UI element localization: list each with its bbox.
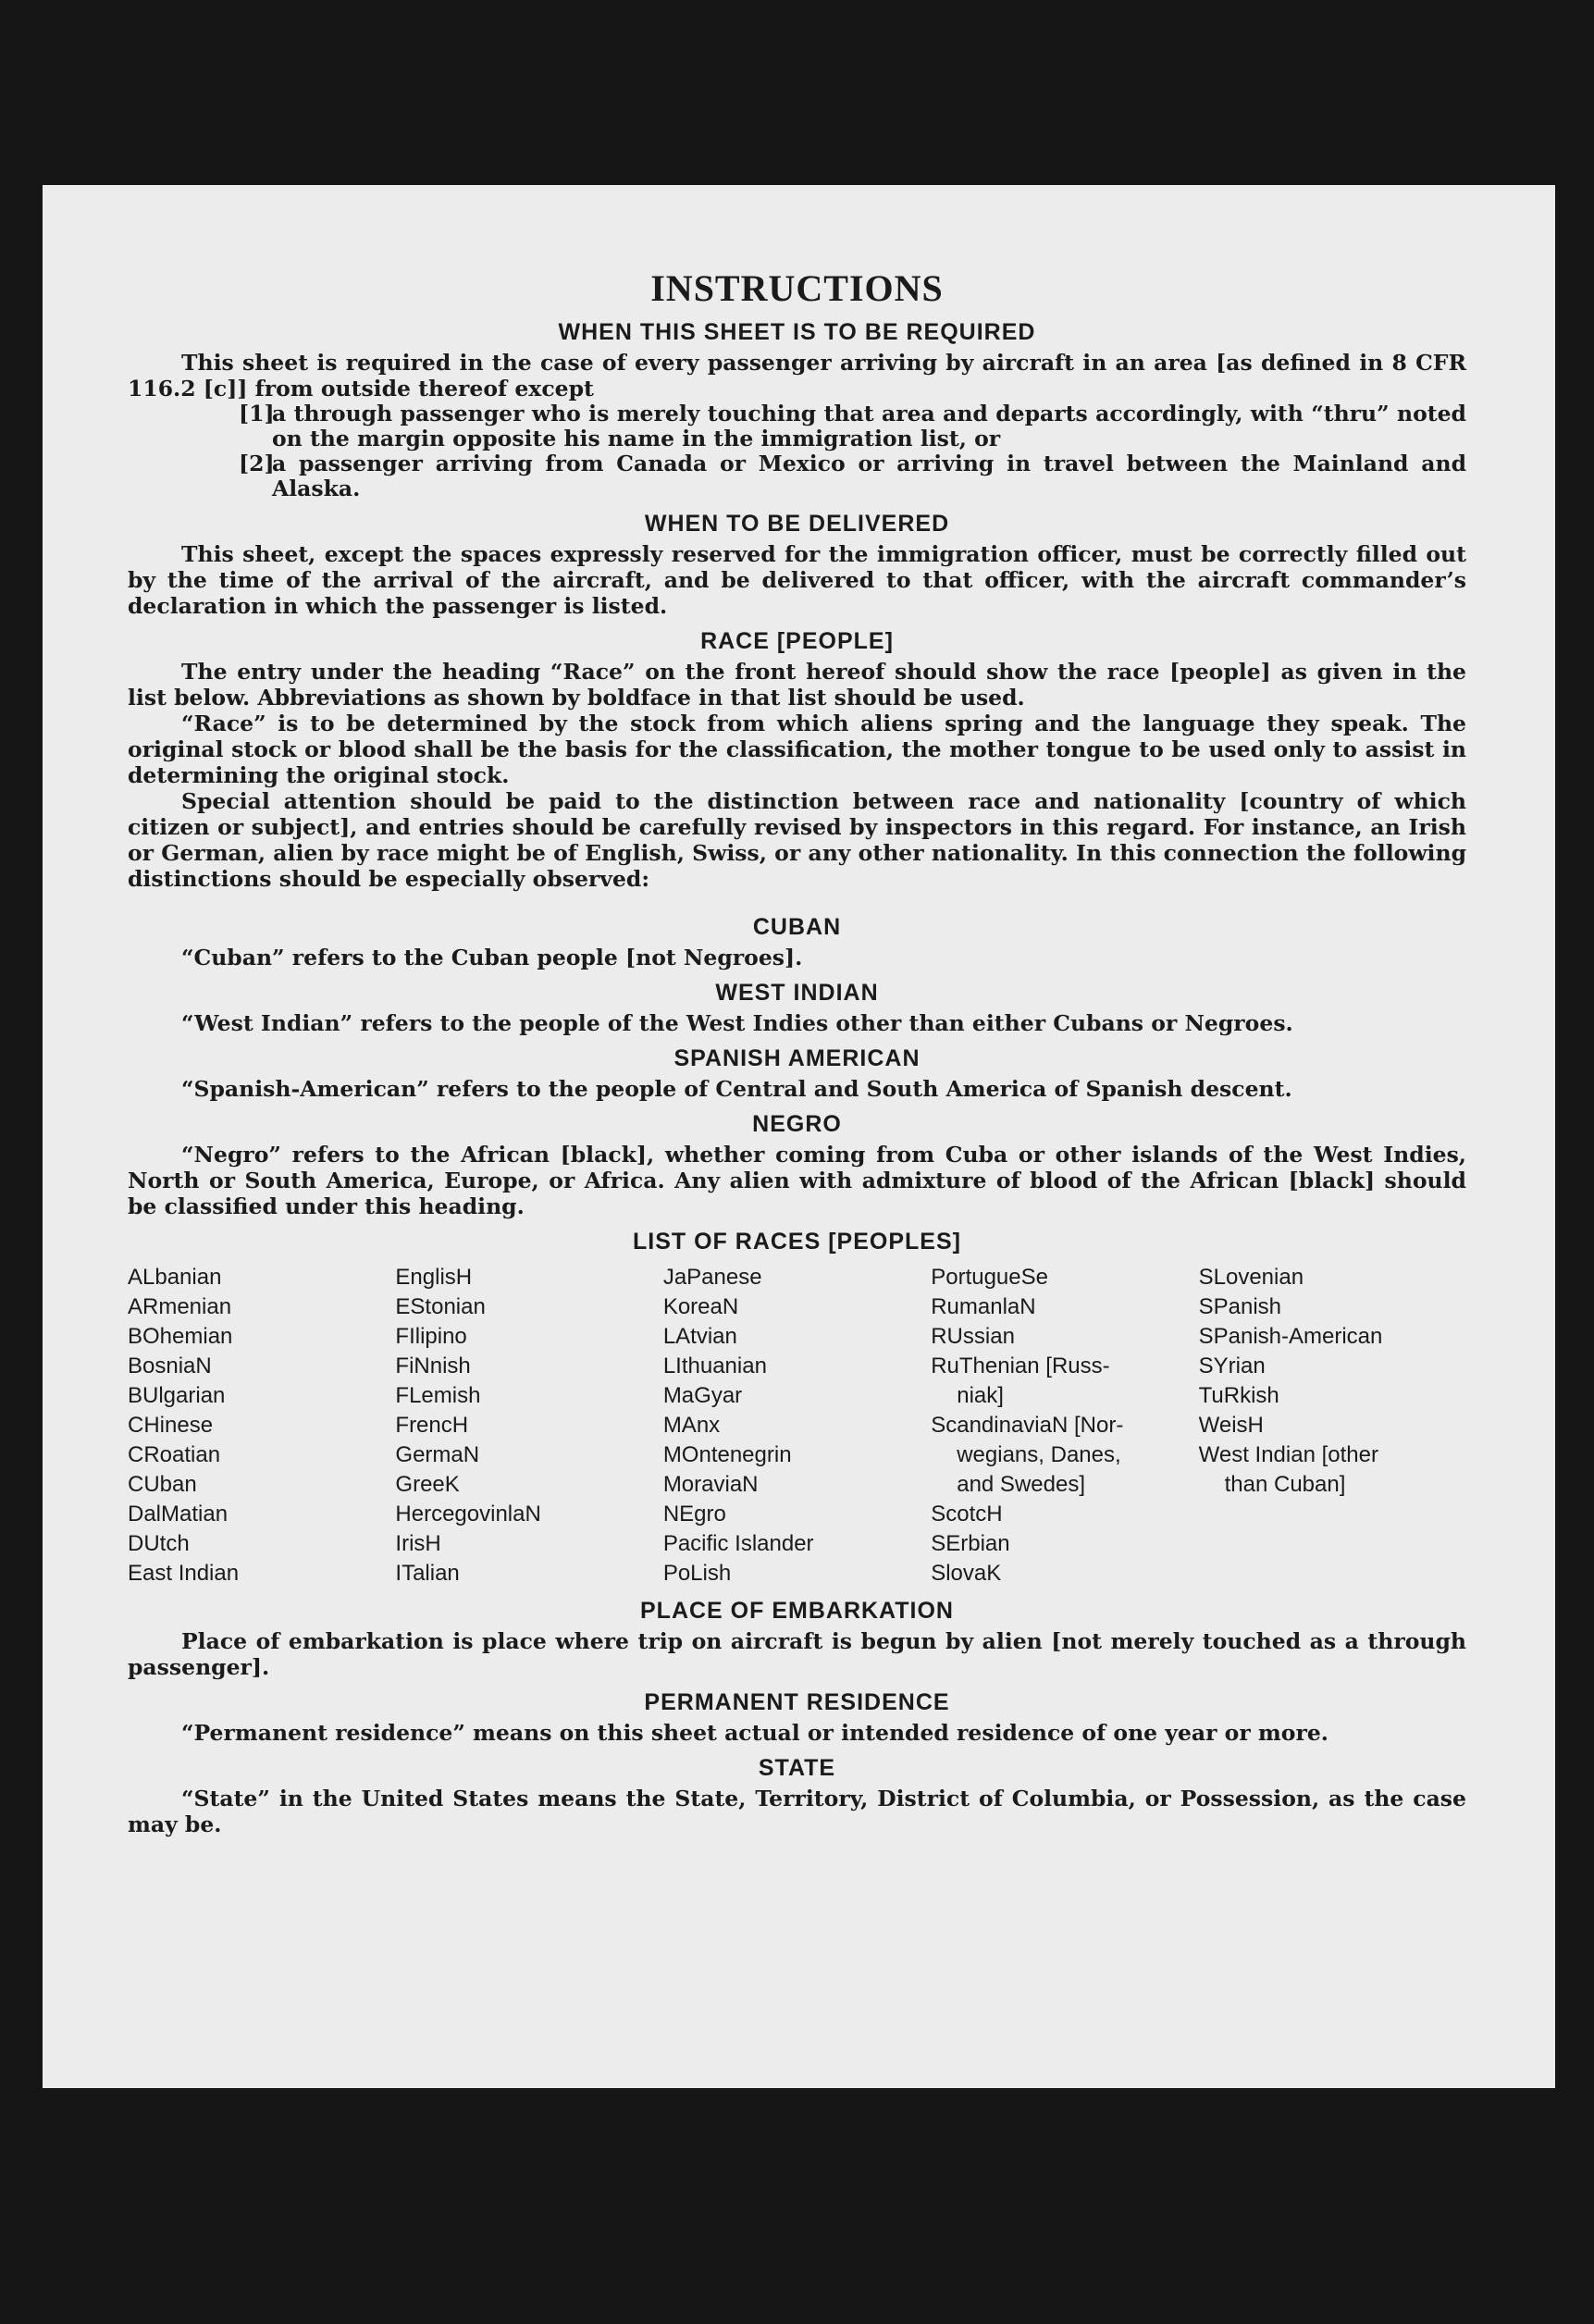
race-entry: DUtch: [128, 1531, 190, 1556]
race-entry: ALbanian: [128, 1265, 222, 1290]
exception-item: [239, 402, 1466, 451]
heading-west-indian: WEST INDIAN: [715, 980, 879, 1006]
race-entry: SPanish-American: [1198, 1324, 1383, 1349]
race-entry: EStonian: [395, 1294, 486, 1319]
race-entry: RuThenian [Russ-: [931, 1354, 1110, 1378]
race-paragraph-1: The entry under the heading “Race” on the front hereof should show the race [people] as given in the list below. Abbreviations as shown by boldface in that list should be used.: [128, 659, 1466, 711]
race-entry: EnglisH: [395, 1265, 473, 1290]
page-title: INSTRUCTIONS: [650, 267, 944, 309]
race-entry: MAnx: [662, 1413, 721, 1438]
race-entry: FLemish: [395, 1383, 481, 1408]
heading-residence: PERMANENT RESIDENCE: [644, 1689, 950, 1715]
race-entry: BOhemian: [128, 1324, 233, 1349]
residence-text: “Permanent residence” means on this sheet actual or intended residence of one year or more.: [181, 1720, 1328, 1746]
race-entry-continued: and Swedes]: [957, 1472, 1085, 1497]
race-entry: West Indian [other: [1198, 1442, 1378, 1467]
heading-cuban: CUBAN: [752, 914, 842, 940]
instruction-sheet: [43, 185, 1555, 2088]
race-entry: SLovenian: [1198, 1265, 1304, 1290]
race-entry: FrencH: [395, 1413, 469, 1438]
race-entry: ScotcH: [931, 1502, 1003, 1527]
race-entry: CUban: [128, 1472, 197, 1497]
negro-text: “Negro” refers to the African [black], whether coming from Cuba or other islands of the West Indies, North or South America, Europe, or Africa. Any alien with admixture of blood of the African [black] should be classified under this heading.: [128, 1142, 1466, 1219]
heading-race: RACE [PEOPLE]: [700, 628, 894, 654]
race-column: [128, 1263, 395, 1588]
exception-item: [239, 451, 1466, 501]
race-entry: ScandinaviaN [Nor-: [931, 1413, 1124, 1438]
heading-required: WHEN THIS SHEET IS TO BE REQUIRED: [558, 319, 1036, 345]
race-list: [128, 1263, 1466, 1588]
race-entry: GreeK: [395, 1472, 460, 1497]
race-entry: MOntenegrin: [662, 1442, 792, 1467]
race-entry: SErbian: [931, 1531, 1010, 1556]
race-entry: FIlipino: [395, 1324, 467, 1349]
cuban-text: “Cuban” refers to the Cuban people [not Negroes].: [181, 945, 803, 970]
race-entry: NEgro: [662, 1502, 726, 1527]
heading-embarkation: PLACE OF EMBARKATION: [640, 1598, 954, 1624]
heading-negro: NEGRO: [752, 1111, 842, 1137]
race-entry: PoLish: [662, 1561, 732, 1586]
race-entry-continued: niak]: [957, 1383, 1004, 1408]
spanish-american-text: “Spanish-American” refers to the people of Central and South America of Spanish descent.: [181, 1076, 1292, 1102]
race-entry: WeisH: [1198, 1413, 1264, 1438]
race-entry: FiNnish: [395, 1354, 471, 1378]
race-entry-continued: wegians, Danes,: [957, 1442, 1121, 1467]
race-entry: LAtvian: [662, 1324, 737, 1349]
heading-state: STATE: [758, 1755, 836, 1781]
race-entry: RumanlaN: [931, 1294, 1036, 1319]
race-entry-continued: than Cuban]: [1224, 1472, 1346, 1497]
race-column: [1199, 1263, 1466, 1588]
race-entry: SPanish: [1198, 1294, 1282, 1319]
race-column: [931, 1263, 1198, 1588]
race-entry: IrisH: [395, 1531, 441, 1556]
race-entry: KoreaN: [662, 1294, 739, 1319]
race-entry: BUlgarian: [128, 1383, 226, 1408]
delivered-text: This sheet, except the spaces expressly reserved for the immigration officer, must be correctly filled out by the time of the arrival of the aircraft, and be delivered to that officer, with the aircraft commander’s declaration in which the passenger is listed.: [128, 541, 1466, 619]
race-paragraph-3: Special attention should be paid to the distinction between race and nationality [country of which citizen or subject], and entries should be carefully revised by inspectors in this regard. For instance, an Irish or German, alien by race might be of English, Swiss, or any other nationality. In this connection the following distinctions should be especially observed:: [128, 788, 1466, 892]
item-number: [2]: [239, 451, 275, 476]
race-entry: ITalian: [395, 1561, 460, 1586]
item-number: [1]: [239, 401, 275, 426]
race-entry: BosniaN: [128, 1354, 212, 1378]
race-entry: East Indian: [128, 1561, 240, 1586]
race-entry: CHinese: [128, 1413, 214, 1438]
heading-race-list: LIST OF RACES [PEOPLES]: [633, 1229, 961, 1255]
heading-spanish-american: SPANISH AMERICAN: [673, 1045, 921, 1071]
race-entry: Pacific Islander: [662, 1531, 814, 1556]
race-column: [395, 1263, 662, 1588]
race-entry: JaPanese: [662, 1265, 762, 1290]
item-text: a passenger arriving from Canada or Mexico or arriving in travel between the Mainland and Alaska.: [272, 451, 1466, 501]
race-entry: SYrian: [1198, 1354, 1266, 1378]
race-paragraph-2: “Race” is to be determined by the stock from which aliens spring and the language they speak. The original stock or blood shall be the basis for the classification, the mother tongue to be used only to assist in determining the original stock.: [128, 711, 1466, 788]
race-entry: MaGyar: [662, 1383, 743, 1408]
race-entry: ARmenian: [128, 1294, 232, 1319]
race-entry: CRoatian: [128, 1442, 221, 1467]
embarkation-text: Place of embarkation is place where trip on aircraft is begun by alien [not merely touched as a through passenger].: [128, 1628, 1466, 1680]
race-column: [663, 1263, 931, 1588]
race-entry: LIthuanian: [662, 1354, 767, 1378]
item-text: a through passenger who is merely touching that area and departs accordingly, with “thru” noted on the margin opposite his name in the immigration list, or: [272, 401, 1466, 451]
race-entry: GermaN: [395, 1442, 480, 1467]
state-text: “State” in the United States means the State, Territory, District of Columbia, or Possession, as the case may be.: [128, 1786, 1466, 1837]
race-entry: RUssian: [931, 1324, 1015, 1349]
heading-delivered: WHEN TO BE DELIVERED: [644, 511, 950, 537]
race-entry: PortugueSe: [931, 1265, 1048, 1290]
race-entry: DalMatian: [128, 1502, 229, 1527]
required-text: This sheet is required in the case of every passenger arriving by aircraft in an area [as defined in 8 CFR 116.2 [c]] from outside thereof except: [128, 350, 1466, 402]
race-entry: HercegovinlaN: [395, 1502, 541, 1527]
race-entry: TuRkish: [1198, 1383, 1279, 1408]
race-entry: MoraviaN: [662, 1472, 759, 1497]
race-entry: SlovaK: [931, 1561, 1002, 1586]
west-indian-text: “West Indian” refers to the people of the West Indies other than either Cubans or Negroes.: [181, 1010, 1293, 1036]
